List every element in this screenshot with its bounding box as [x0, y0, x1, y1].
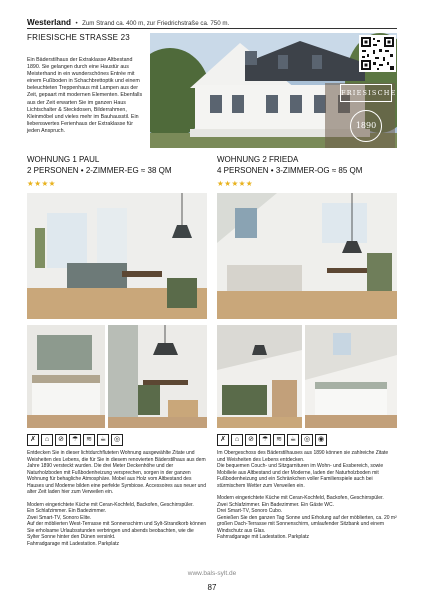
dryer-icon: ◉: [315, 434, 327, 446]
apartment-1-bedroom-photo: [27, 325, 105, 428]
no-smoking-icon: ⊘: [245, 434, 257, 446]
coffee-icon: ☕: [97, 434, 109, 446]
house-title: FRIESISCHE STRASSE 23: [27, 33, 130, 42]
apartment-2-amenity-icons: [217, 434, 327, 446]
apartment-2-desc-terrace: Genießen Sie den ganzen Tag Sonne und Erholung auf der möblierten, ca. 20 m² großen Dach-Terrasse mit Sonnenschirm, umlaufender Sitzbank und einem Windschutz aus Glas.: [217, 514, 397, 534]
dishwasher-icon: ⌂: [231, 434, 243, 446]
page-header: [27, 12, 397, 28]
apartment-1-amenity-icons: [27, 434, 123, 446]
apartment-1-name: WOHNUNG 1 PAUL: [27, 155, 100, 164]
no-smoking-icon: ⊘: [55, 434, 67, 446]
apartment-1-desc-parking: Fahrradgarage mit Ladestation. Parkplatz: [27, 540, 119, 547]
apartment-1-desc-rooms: Ein Schlafzimmer. Ein Badezimmer.: [27, 508, 107, 514]
apartment-2-living-photo: [217, 193, 397, 319]
page-number: 87: [207, 583, 217, 592]
apartment-2-rating: ★★★★★: [217, 179, 254, 188]
apartment-2-desc-intro: Im Obergeschoss des Bäderstilhauses aus 1890 können sie zahlreiche Zitate und Weisheiten des Lebens entdecken.: [217, 450, 389, 463]
washer-icon: ◎: [111, 434, 123, 446]
apartment-2-desc-parking: Fahrradgarage mit Ladestation. Parkplatz: [217, 534, 309, 540]
dishwasher-icon: ⌂: [41, 434, 53, 446]
apartment-2-bedroom-photo: [305, 325, 397, 428]
apartment-1-living-photo: [27, 193, 207, 319]
apartment-1-desc-terrace: Auf der möblierten West-Terrasse mit Sonnenschirm und Sylt-Strandkorb können Sie erholsame Urlaubsstunden verbringen und abends beobachten, wie die Sylter Sonne hinter den Dünen versinkt.: [27, 521, 207, 540]
washer-icon: ◎: [301, 434, 313, 446]
apartment-2-desc-kitchen: Modern eingerichtete Küche mit Ceran-Kochfeld, Backofen, Geschirrspüler.: [217, 495, 384, 501]
house-sign: FRIESISCHE23: [340, 84, 392, 102]
year-badge: 1890: [350, 110, 382, 142]
apartment-2-description: [217, 450, 397, 541]
apartment-1-desc-tv: Zwei Smart-TV, Sonoro Elite.: [27, 514, 92, 521]
wifi-icon: ≋: [83, 434, 95, 446]
pet-free-icon: ✗: [27, 434, 39, 446]
apartment-2-desc-living: Die bequemen Couch- und Sitzgarnituren im Wohn- und Essbereich, sowie Mobiliele aus Altbestand und der Moderne, laden der Naturholzboden mit Fußbodenheizung und ein Schränkchen voller Familienspiele auch bei stürmischem Wetter zum Verweilen ein.: [217, 463, 384, 489]
header-bullet: •: [75, 20, 78, 27]
apartment-1-details: 2 PERSONEN • 2-ZIMMER-EG ≈ 38 QM: [27, 165, 172, 175]
wifi-icon: ≋: [273, 434, 285, 446]
apartment-1-description: [27, 450, 207, 547]
apartment-2-kitchen-photo: [217, 325, 302, 428]
house-intro: Ein Bäderstilhaus der Extraklasse Altbestand 1890. Sie gelangen durch eine Haustür aus Meisterhand in ein wunderschönes Entrée mit einem Fußboden in Schachbrettoptik und einem beleuchteten Treppenhaus mit Lampen aus der Zeit, gepaart mit modernen Elementen. Ebenfalls aus der Zeit erwarten Sie im ganzen Haus Lichtschalter & Steckdosen, Bilderrahmen, Kleinmöbel und vieles mehr im Bauhausstil. Ein liebenswertes Ferienhaus der Extraklasse für jeden Anspruch.: [27, 57, 143, 134]
qr-code[interactable]: [359, 35, 396, 72]
website-url[interactable]: www.bals-sylt.de: [187, 570, 237, 577]
apartment-1-rating: ★★★★: [27, 179, 56, 188]
pet-free-icon: ✗: [217, 434, 229, 446]
header-rule: [27, 28, 397, 29]
apartment-1-dining-photo: [108, 325, 207, 428]
terrace-icon: ☂: [259, 434, 271, 446]
apartment-1-desc-intro: Entdecken Sie in dieser lichtdurchfluteten Wohnung ausgewählte Zitate und Weisheiten des Lebens, die für Sie in diesem renovierten Bäderstilhaus aus dem Jahre 1890 versteckt wurden. Die drei Meter Deckenhöhe und der Naturholzboden mit Fußbodenheizung versprechen, sorgen in der ganzen Wohnung für behagliche Atmosphäre. Mobel aus Holz vom Altbestand des Hauses und Moderne bilden eine perfekte Symbiose. Accessoires aus neuer und alter Zeit laden hier zum Verweilen ein.: [27, 450, 206, 495]
apartment-2-desc-tv: Drei Smart-TV, Sonoro Cubo.: [217, 508, 283, 514]
apartment-1-header: [27, 155, 172, 176]
terrace-icon: ☂: [69, 434, 81, 446]
location-title: Westerland: [27, 18, 71, 27]
apartment-2-desc-rooms: Zwei Schlafzimmer. Ein Badezimmer. Ein Gäste WC.: [217, 501, 334, 508]
coffee-icon: ☕: [287, 434, 299, 446]
apartment-2-name: WOHNUNG 2 FRIEDA: [217, 155, 299, 164]
location-subtitle: Zum Strand ca. 400 m, zur Friedrichstraße ca. 750 m.: [82, 20, 230, 27]
apartment-2-details: 4 PERSONEN • 3-ZIMMER-OG ≈ 85 QM: [217, 165, 363, 175]
apartment-1-desc-kitchen: Modern eingerichtete Küche mit Ceran-Kochfeld, Backofen, Geschirrspüler.: [27, 501, 194, 508]
apartment-2-header: [217, 155, 362, 176]
